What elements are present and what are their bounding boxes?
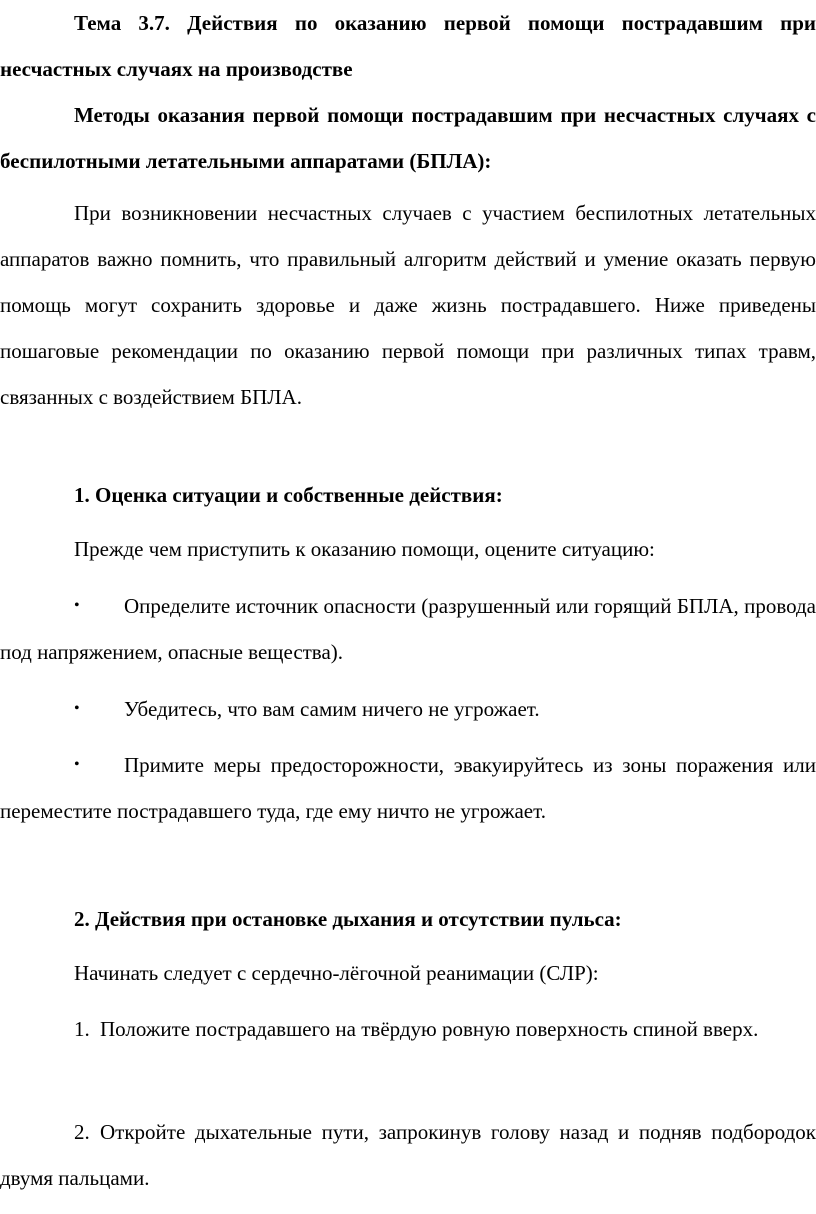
section-1-lead: Прежде чем приступить к оказанию помощи, оцените ситуацию: bbox=[74, 537, 655, 561]
step-number: 1. bbox=[74, 1017, 90, 1041]
section-subtitle: Методы оказания первой помощи пострадавшим при несчастных случаях с беспилотными летательными аппаратами (БПЛА): bbox=[0, 103, 816, 173]
bullet-icon: • bbox=[74, 700, 80, 717]
list-item-text: Убедитесь, что вам самим ничего не угрожает. bbox=[124, 697, 540, 721]
bullet-icon: • bbox=[74, 756, 80, 773]
numbered-step bbox=[0, 1006, 816, 1052]
step-number: 2. bbox=[74, 1120, 90, 1144]
section-2-heading: 2. Действия при остановке дыхания и отсутствии пульса: bbox=[74, 907, 622, 931]
list-item bbox=[0, 583, 816, 675]
list-item bbox=[0, 686, 816, 732]
intro-paragraph: При возникновении несчастных случаев с участием беспилотных летательных аппаратов важно помнить, что правильный алгоритм действий и умение оказать первую помощь могут сохранить здоровье и даже жизнь пострадавшего. Ниже приведены пошаговые рекомендации по оказанию первой помощи при различных типах травм, связанных с воздействием БПЛА. bbox=[0, 201, 816, 409]
section-1-heading: 1. Оценка ситуации и собственные действия: bbox=[74, 483, 503, 507]
list-item-text: Примите меры предосторожности, эвакуируйтесь из зоны поражения или переместите пострадавшего туда, где ему ничто не угрожает. bbox=[0, 753, 816, 823]
bullet-icon: • bbox=[74, 597, 80, 614]
list-item bbox=[0, 742, 816, 834]
topic-title: Тема 3.7. Действия по оказанию первой помощи пострадавшим при несчастных случаях на производстве bbox=[0, 11, 816, 81]
numbered-step bbox=[0, 1109, 816, 1201]
step-text: Откройте дыхательные пути, запрокинув голову назад и подняв подбородок двумя пальцами. bbox=[0, 1120, 816, 1190]
section-2-lead: Начинать следует с сердечно-лёгочной реанимации (СЛР): bbox=[74, 961, 599, 985]
step-text: Положите пострадавшего на твёрдую ровную поверхность спиной вверх. bbox=[100, 1017, 759, 1041]
list-item-text: Определите источник опасности (разрушенный или горящий БПЛА, провода под напряжением, опасные вещества). bbox=[0, 594, 816, 664]
